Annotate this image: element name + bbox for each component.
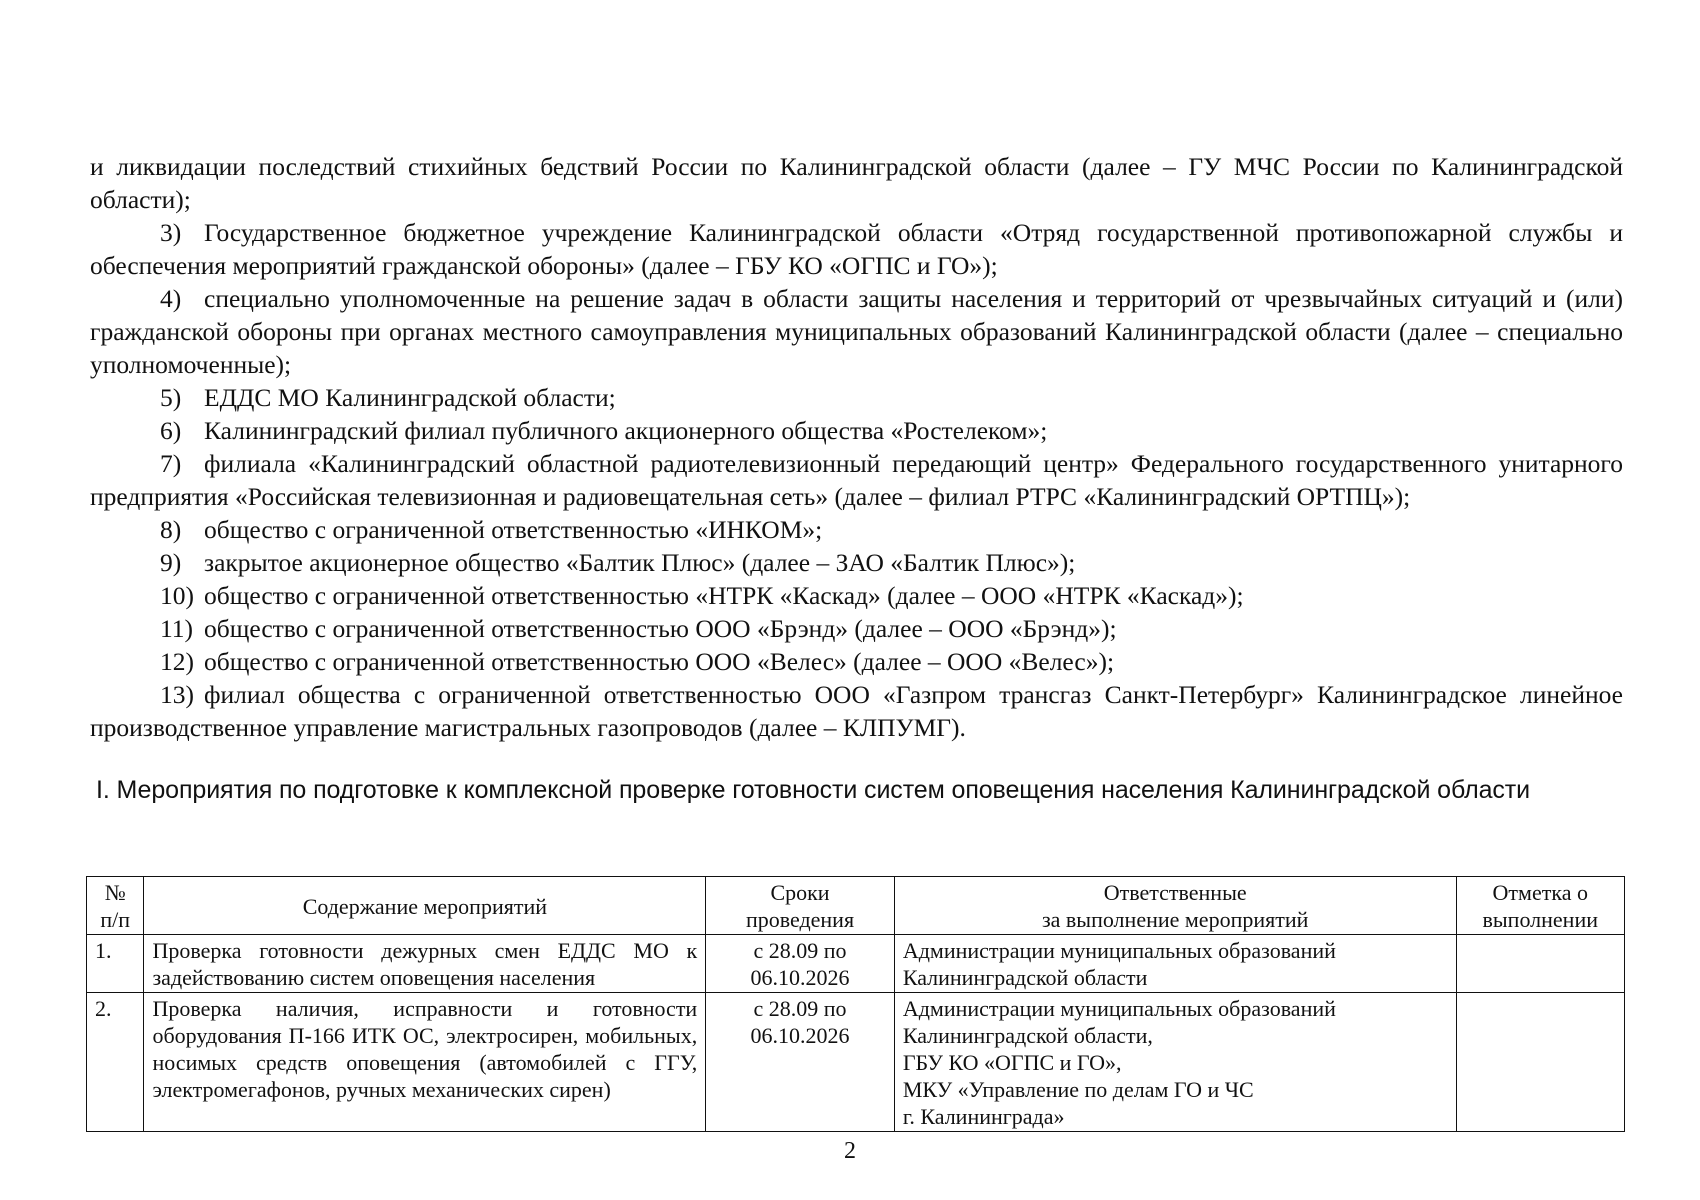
row-dates: с 28.09 по 06.10.2026 [706, 935, 895, 993]
list-number: 13) [160, 680, 194, 709]
table-row [87, 935, 1625, 993]
list-number: 8) [160, 515, 182, 544]
list-number: 7) [160, 449, 182, 478]
row-content: Проверка готовности дежурных смен ЕДДС МО к задействованию систем оповещения населения [144, 935, 706, 993]
row-responsible: Администрации муниципальных образований Калининградской области, ГБУ КО «ОГПС и ГО», МКУ «Управление по делам ГО и ЧС г. Калининграда» [894, 993, 1456, 1132]
list-item-5 [90, 381, 1623, 414]
list-item-13 [90, 678, 1623, 744]
row-dates: с 28.09 по 06.10.2026 [706, 993, 895, 1132]
list-text: общество с ограниченной ответственностью ООО «Брэнд» (далее – ООО «Брэнд»); [204, 614, 1117, 643]
list-text: закрытое акционерное общество «Балтик Плюс» (далее – ЗАО «Балтик Плюс»); [204, 548, 1076, 577]
row-number: 1. [87, 935, 144, 993]
list-text: ЕДДС МО Калининградской области; [204, 383, 616, 412]
page-number: 2 [844, 1138, 856, 1164]
measures-table [86, 876, 1625, 1132]
list-text: общество с ограниченной ответственностью «ИНКОМ»; [204, 515, 823, 544]
list-item-4 [90, 282, 1623, 381]
list-text: филиала «Калининградский областной радиотелевизионный передающий центр» Федерального государственного унитарного предприятия «Российская телевизионная и радиовещательная сеть» (далее – филиал РТРС «Калининградский ОРТПЦ»); [90, 449, 1623, 511]
list-item-6 [90, 414, 1623, 447]
list-text: специально уполномоченные на решение задач в области защиты населения и территорий от чрезвычайных ситуаций и (или) гражданской обороны при органах местного самоуправления муниципальных образований Калининградской области (далее – специально уполномоченные); [90, 284, 1623, 379]
list-text: филиал общества с ограниченной ответственностью ООО «Газпром трансгаз Санкт-Петербург» Калининградское линейное производственное управление магистральных газопроводов (далее – КЛПУМГ). [90, 680, 1623, 742]
table-row [87, 993, 1625, 1132]
list-number: 4) [160, 284, 182, 313]
list-text: общество с ограниченной ответственностью «НТРК «Каскад» (далее – ООО «НТРК «Каскад»); [204, 581, 1244, 610]
list-item-8 [90, 513, 1623, 546]
list-item-3 [90, 216, 1623, 282]
list-item-7 [90, 447, 1623, 513]
table-header-row [87, 877, 1625, 935]
row-responsible: Администрации муниципальных образований Калининградской области [894, 935, 1456, 993]
list-number: 5) [160, 383, 182, 412]
list-number: 3) [160, 218, 182, 247]
list-text: Калининградский филиал публичного акционерного общества «Ростелеком»; [204, 416, 1048, 445]
list-number: 9) [160, 548, 182, 577]
list-number: 6) [160, 416, 182, 445]
row-content: Проверка наличия, исправности и готовности оборудования П-166 ИТК ОС, электросирен, мобильных, носимых средств оповещения (автомобилей с ГГУ, электромегафонов, ручных механических сирен) [144, 993, 706, 1132]
list-item-10 [90, 579, 1623, 612]
list-number: 12) [160, 647, 194, 676]
header-content: Содержание мероприятий [144, 877, 706, 935]
list-item-11 [90, 612, 1623, 645]
list-text: общество с ограниченной ответственностью ООО «Велес» (далее – ООО «Велес»); [204, 647, 1115, 676]
header-dates: Сроки проведения [706, 877, 895, 935]
row-mark [1456, 993, 1624, 1132]
intro-paragraph: и ликвидации последствий стихийных бедствий России по Калининградской области (далее – ГУ МЧС России по Калининградской области); [90, 152, 1623, 214]
document-body [90, 150, 1623, 806]
header-num: № п/п [87, 877, 144, 935]
row-mark [1456, 935, 1624, 993]
list-number: 11) [160, 614, 194, 643]
list-text: Государственное бюджетное учреждение Калининградской области «Отряд государственной противопожарной службы и обеспечения мероприятий гражданской обороны» (далее – ГБУ КО «ОГПС и ГО»); [90, 218, 1623, 280]
list-number: 10) [160, 581, 194, 610]
row-number: 2. [87, 993, 144, 1132]
list-item-9 [90, 546, 1623, 579]
list-item-12 [90, 645, 1623, 678]
header-responsible: Ответственные за выполнение мероприятий [894, 877, 1456, 935]
header-mark: Отметка о выполнении [1456, 877, 1624, 935]
section-title: I. Мероприятия по подготовке к комплексной проверке готовности систем оповещения населения Калининградской области [96, 776, 1530, 804]
